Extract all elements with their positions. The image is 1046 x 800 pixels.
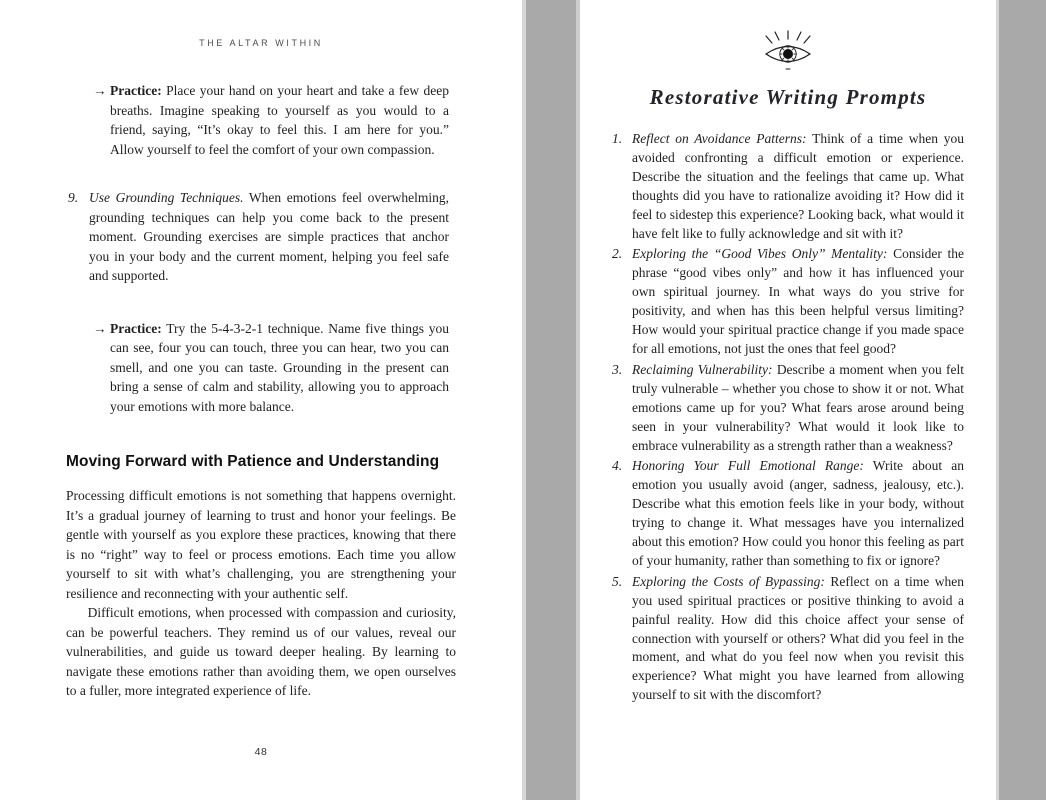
paragraph: Difficult emotions, when processed with compassion and curiosity, can be powerful teachers. They remind us of our values, reveal our vulnerabilities, and guide us toward deeper healing. By learning to navigate these emotions rather than avoiding them, we open ourselves to a fuller, more integrated experience of life. bbox=[66, 605, 456, 698]
item-body: When emotions feel overwhelming, grounding techniques can help you come back to the present moment. Grounding exercises are simple practices that anchor you in your body and the current moment, helping you feel safe and supported. bbox=[89, 190, 450, 283]
prompt-text bbox=[632, 245, 964, 358]
prompt-body: Think of a time when you avoided confronting a difficult emotion or experience. Describe the situation and the feelings that came up. What thoughts did you have to rationalize avoiding it? How did it feel to sidestep this experience? Looking back, what would it have felt like to fully acknowledge and sit with it? bbox=[632, 131, 964, 241]
item-text bbox=[89, 188, 449, 286]
item-number: 9. bbox=[68, 190, 79, 205]
prompt-text bbox=[632, 130, 964, 243]
prompt-body: Describe a moment when you felt truly vulnerable – whether you chose to show it or not. What emotions came up for you? What fears arose around being seen in your vulnerability? What would it look like to embrace vulnerability as a strength rather than a weakness? bbox=[632, 361, 964, 453]
prompt-text bbox=[632, 457, 964, 570]
item-title: Use Grounding Techniques. bbox=[89, 190, 244, 205]
practice-body: Place your hand on your heart and take a few deep breaths. Imagine speaking to yourself as you would to a friend, saying, “It’s okay to feel this. I am here for you.” Allow yourself to feel the comfort of your own compassion. bbox=[110, 83, 450, 157]
practice-body: Try the 5-4-3-2-1 technique. Name five things you can see, four you can touch, three you can hear, two you can smell, and one you can taste. Grounding in the present can bring a sense of calm and stability, allowing you to approach your emotions with more balance. bbox=[110, 320, 449, 414]
prompt-number: 3. bbox=[612, 361, 623, 377]
page-edge-highlight bbox=[522, 0, 526, 800]
prompt-text bbox=[632, 361, 964, 456]
page-number: 48 bbox=[254, 746, 268, 758]
practice-label: Practice: bbox=[110, 320, 162, 336]
prompt-item bbox=[612, 573, 964, 705]
practice-text bbox=[110, 319, 449, 417]
prompt-title: Reclaiming Vulnerability: bbox=[632, 361, 773, 377]
prompt-title: Exploring the “Good Vibes Only” Mentality: bbox=[632, 246, 888, 262]
prompt-item bbox=[612, 130, 964, 243]
practice-label: Practice: bbox=[110, 83, 162, 98]
prompt-title: Honoring Your Full Emotional Range: bbox=[632, 458, 864, 474]
section-heading: Moving Forward with Patience and Understanding bbox=[66, 453, 440, 470]
prompt-number: 2. bbox=[612, 246, 623, 262]
prompt-title: Reflect on Avoidance Patterns: bbox=[632, 131, 807, 146]
list-item-9 bbox=[68, 188, 449, 286]
prompt-text bbox=[632, 573, 964, 705]
paragraph: Processing difficult emotions is not something that happens overnight. It’s a gradual journey of learning to trust and honor your feelings. Be gentle with yourself as you explore these practices, knowing that there is no “right” way to feel or process emotions. Each time you allow yourself to sit with what’s challenging, you are strengthening your resilience and reconnecting with your authentic self. bbox=[66, 488, 456, 601]
prompt-item bbox=[612, 361, 964, 456]
eye-icon bbox=[612, 28, 964, 77]
practice-text bbox=[110, 81, 449, 159]
right-page bbox=[580, 0, 996, 800]
practice-arrow-icon: → bbox=[93, 320, 107, 336]
prompt-list bbox=[612, 130, 964, 705]
prompt-item bbox=[612, 457, 964, 570]
page-edge-highlight bbox=[996, 0, 999, 800]
prompt-body: Write about an emotion you usually avoid (anger, sadness, jealousy, etc.). Describe what this emotion feels like in your body, without trying to change it. What messages have you internalized about this emotion? How could you honor this feeling as part of your humanity, rather than something to fix or ignore? bbox=[632, 458, 964, 568]
chapter-title: Restorative Writing Prompts bbox=[649, 85, 927, 109]
left-page bbox=[0, 0, 522, 800]
prompt-title: Exploring the Costs of Bypassing: bbox=[632, 573, 825, 589]
prompt-number: 5. bbox=[612, 573, 623, 589]
prompt-item bbox=[612, 245, 964, 358]
practice-block-2 bbox=[93, 319, 449, 417]
prompt-body: Reflect on a time when you used spiritual practices or positive thinking to avoid a painful reality. How did this choice affect your sense of connection with yourself or others? What did you feel in the moment, and what do you feel now when you revisit this experience? What might you have learned from allowing yourself to sit with the discomfort? bbox=[632, 573, 964, 703]
running-head: THE ALTAR WITHIN bbox=[199, 38, 323, 48]
prompt-number: 1. bbox=[612, 131, 623, 146]
prompt-body: Consider the phrase “good vibes only” and how it has influenced your own spiritual journey. In what ways do you strive for positivity, and when has this been helpful versus limiting? How would your spiritual practice change if you made space for all emotions, not just the ones that feel good? bbox=[632, 246, 965, 356]
prompt-number: 4. bbox=[612, 458, 623, 474]
practice-block-1 bbox=[93, 81, 449, 159]
practice-arrow-icon: → bbox=[93, 83, 107, 98]
